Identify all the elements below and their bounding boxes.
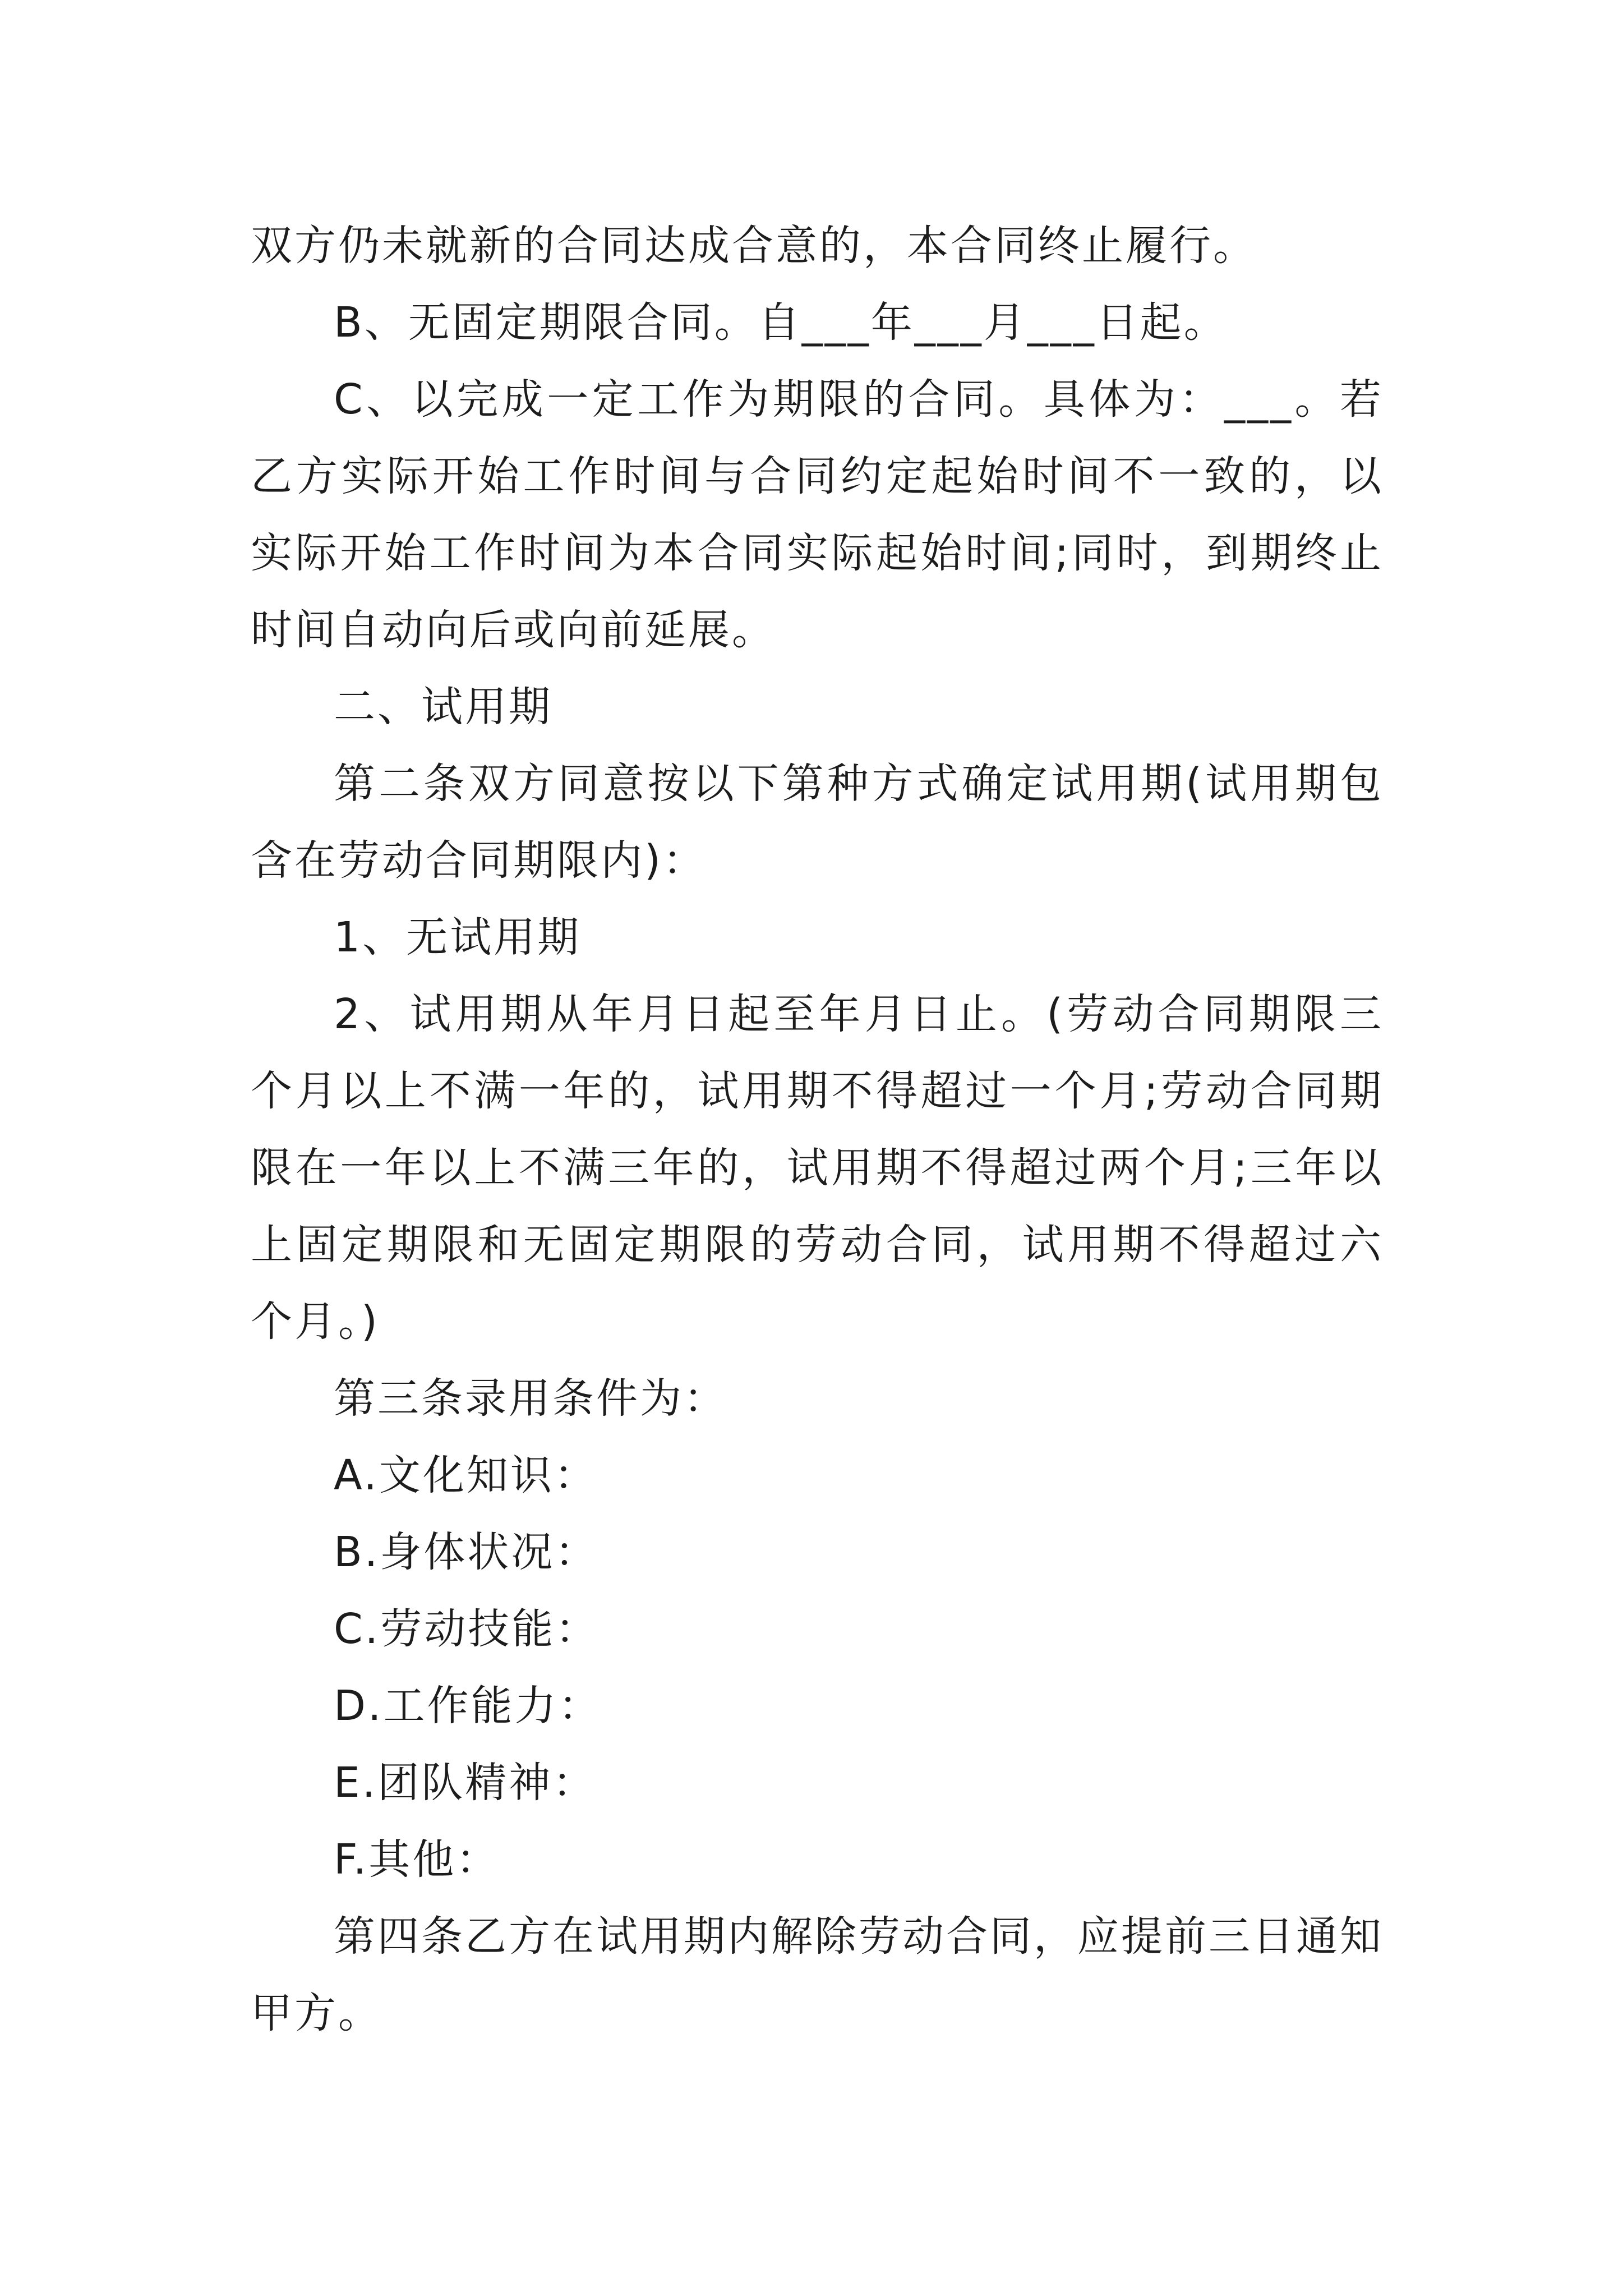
paragraph: 第三条录用条件为： xyxy=(334,1374,727,1423)
list-item: 2、试用期从年月日起至年月日止。(劳动合同期限三个月以上不满一年的，试用期不得超过一个月;劳动合同期限在一年以上不满三年的，试用期不得超过两个月;三年以上固定期限和无固定期限的劳动合同，试用期不得超过六个月。) xyxy=(251,990,1384,1346)
list-item: 1、无试用期 xyxy=(334,913,582,961)
list-item: C.劳动技能： xyxy=(334,1605,600,1653)
paragraph: 双方仍未就新的合同达成合意的，本合同终止履行。 xyxy=(251,222,1257,270)
list-item: E.团队精神： xyxy=(334,1759,597,1807)
paragraph: 第四条乙方在试用期内解除劳动合同，应提前三日通知甲方。 xyxy=(251,1912,1384,2037)
paragraph: B、无固定期限合同。自___年___月___日起。 xyxy=(334,298,1228,347)
document-body xyxy=(251,208,1384,2052)
list-item: D.工作能力： xyxy=(334,1682,602,1730)
list-item: F.其他： xyxy=(334,1835,500,1884)
paragraph: C、以完成一定工作为期限的合同。具体为：___。若乙方实际开始工作时间与合同约定起始时间不一致的，以实际开始工作时间为本合同实际起始时间;同时，到期终止时间自动向后或向前延展。 xyxy=(251,375,1384,654)
section-heading: 二、试用期 xyxy=(334,683,552,731)
paragraph: 第二条双方同意按以下第种方式确定试用期(试用期包含在劳动合同期限内)： xyxy=(251,760,1384,885)
list-item: A.文化知识： xyxy=(334,1451,598,1499)
list-item: B.身体状况： xyxy=(334,1528,599,1576)
